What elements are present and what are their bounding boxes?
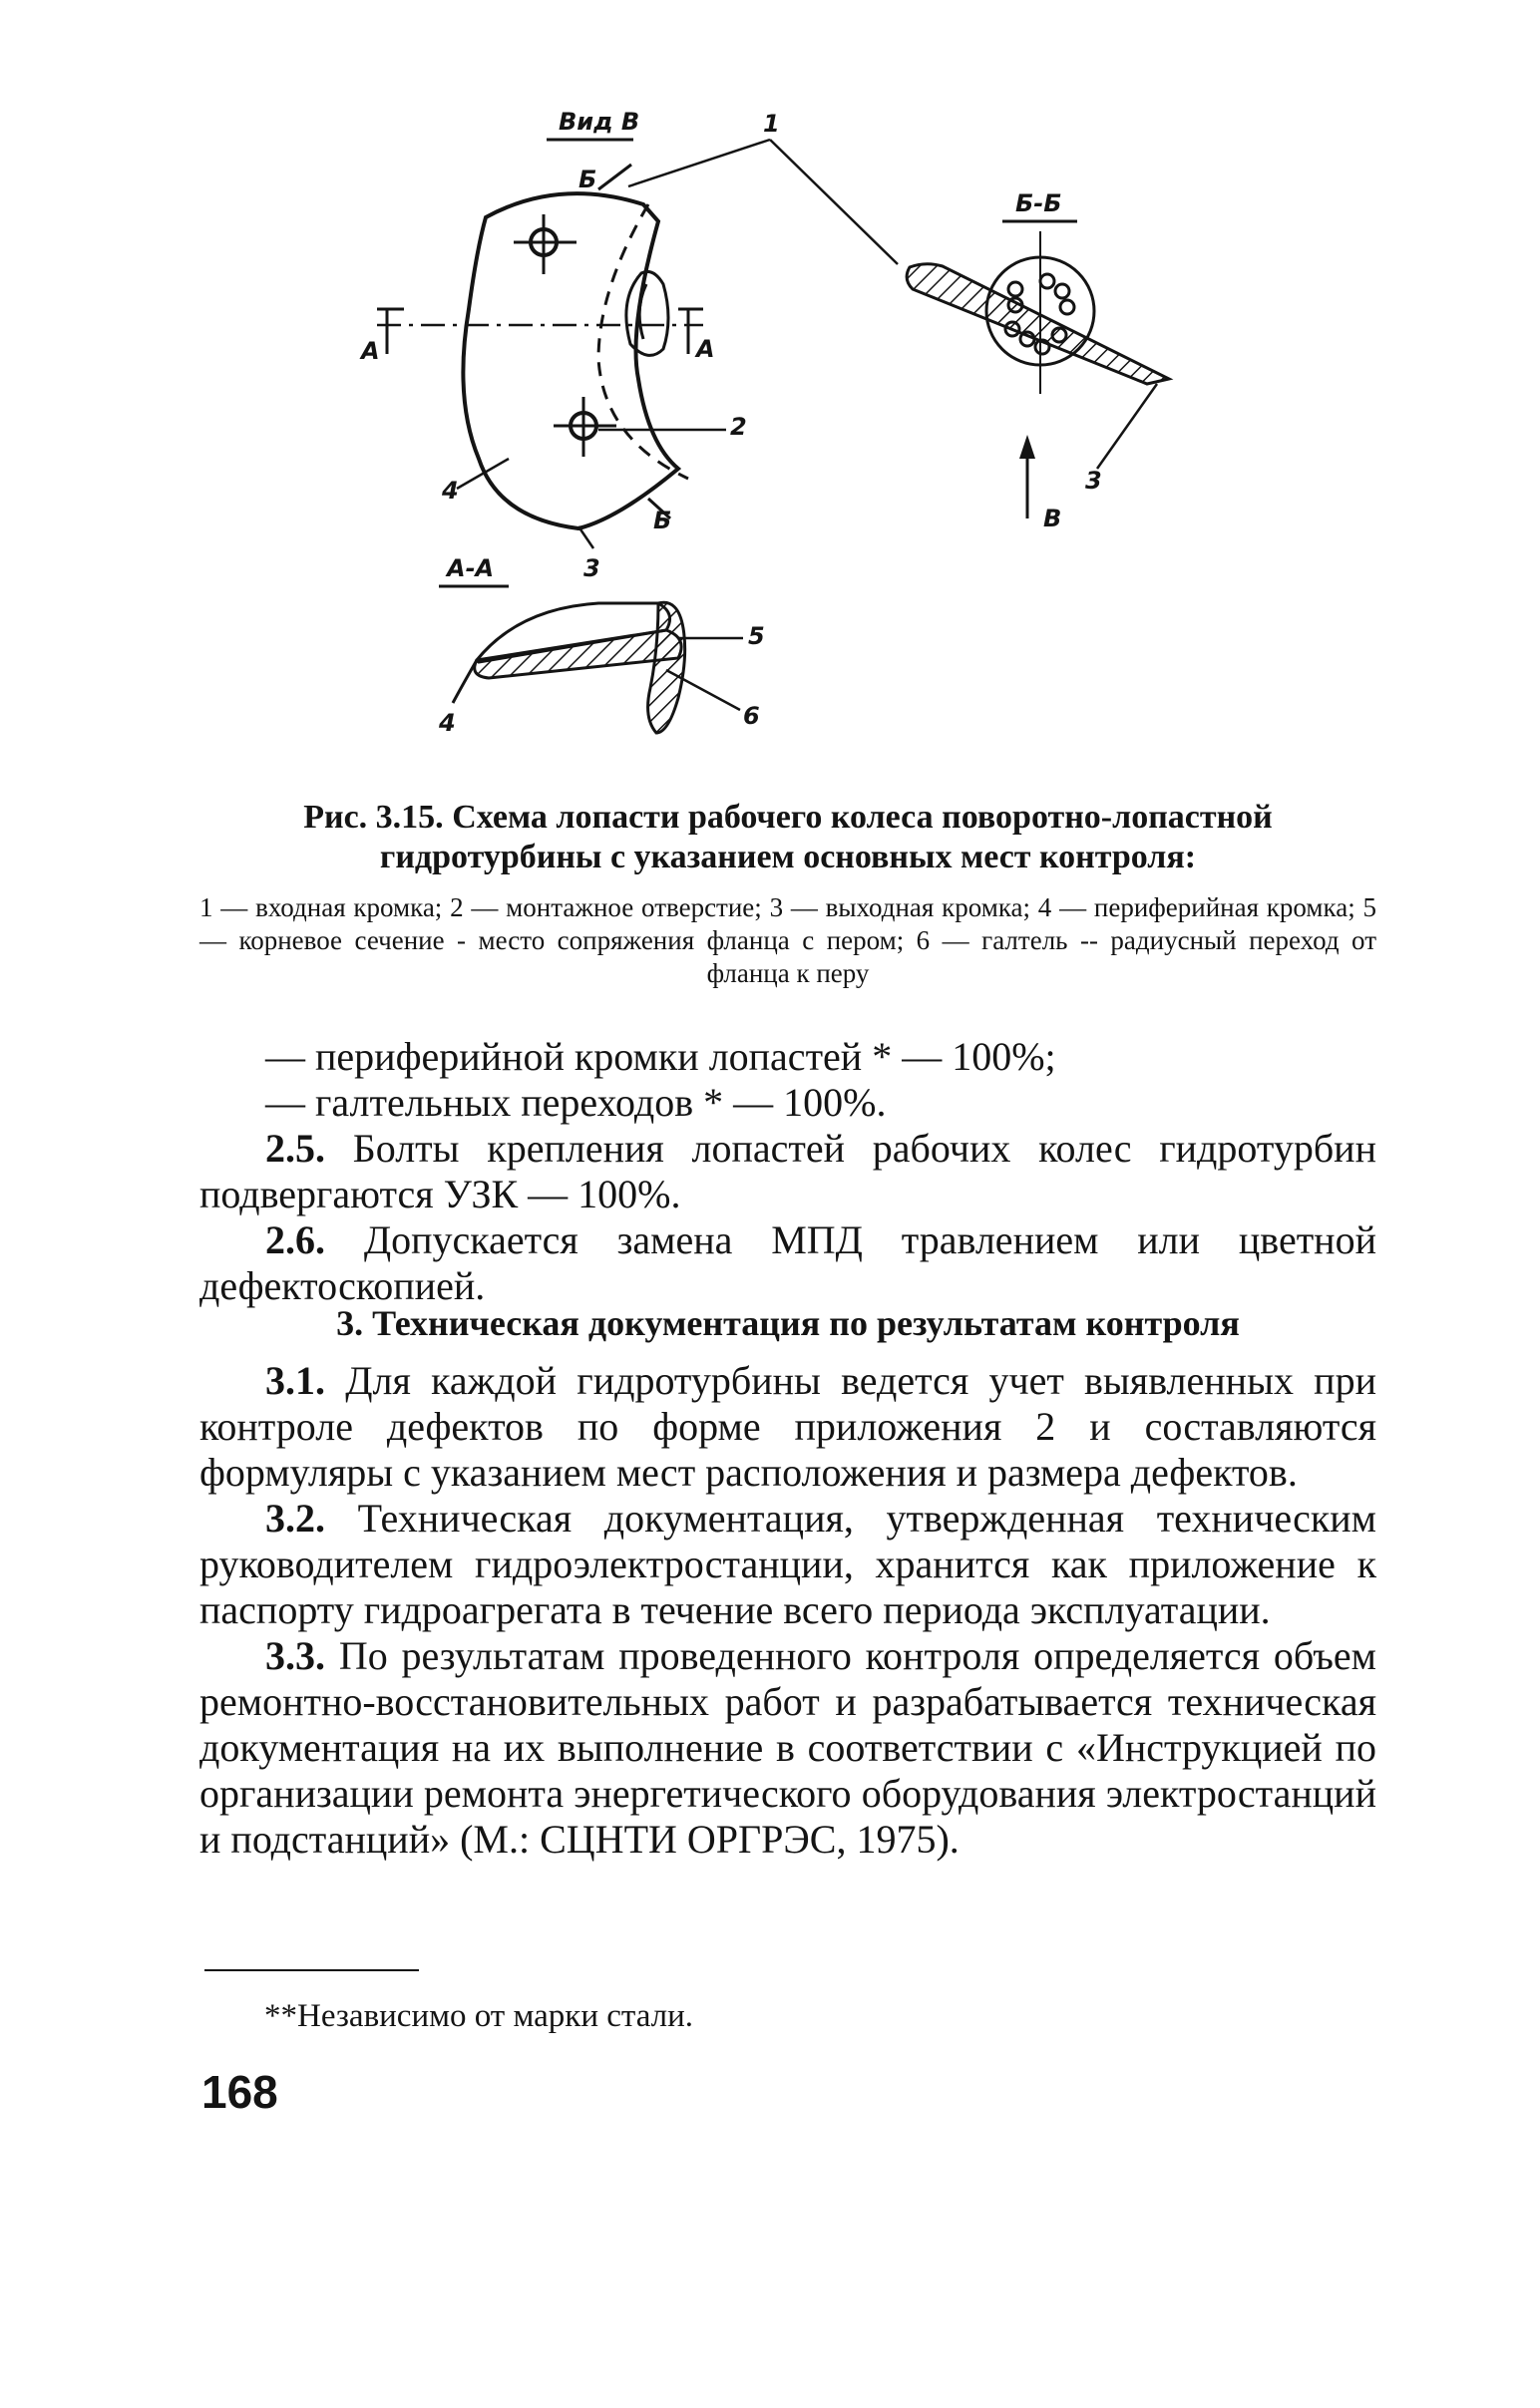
label-b-top: Б [578,166,597,193]
section-aa-title: А-А [447,554,495,582]
label-b-bottom: Б [653,507,672,534]
paragraph-3-2-text: Техническая документация, утвержденная техническим руководителем гидроэлектростанции, хранится как приложение к паспорту гидроагрегата в течение всего периода эксплуатации. [199,1496,1376,1632]
label-5: 5 [748,622,765,650]
list-item-peripheral-edge: — периферийной кромки лопастей * — 100%; [265,1034,1056,1079]
paragraph-3-1 [199,1358,1376,1496]
label-3-right: 3 [1085,467,1102,495]
label-a-left: А [361,337,380,365]
section-bb-title: Б-Б [1015,189,1062,217]
label-2: 2 [730,413,747,441]
paragraph-2-6 [199,1217,1376,1309]
footnote: **Независимо от марки стали. [264,1998,694,2034]
page-number: 168 [201,2066,278,2118]
section-3-body [199,1358,1376,1863]
label-6: 6 [743,702,760,730]
view-b-title: Вид В [559,108,640,136]
paragraph-3-3 [199,1633,1376,1863]
list-item-fillet-transitions: — галтельных переходов * — 100%. [265,1080,887,1125]
control-list [199,1034,1376,1309]
caption-number: Рис. 3.15. [303,799,444,836]
figure-caption [199,798,1376,990]
label-1: 1 [763,110,780,138]
paragraph-2-5 [199,1126,1376,1217]
paragraph-3-1-number: 3.1. [265,1358,325,1403]
paragraph-3-3-number: 3.3. [265,1633,325,1678]
paragraph-2-5-number: 2.5. [265,1126,325,1171]
paragraph-2-6-number: 2.6. [265,1217,325,1262]
paragraph-2-5-text: Болты крепления лопастей рабочих колес гидротурбин подвергаются УЗК — 100%. [199,1126,1376,1216]
section-bb-drawing [907,231,1169,394]
blade-diagram-figure [0,0,1540,788]
label-3-left: 3 [583,554,600,582]
caption-title [199,798,1376,877]
section-3-title: 3. Техническая документация по результатам контроля [336,1303,1240,1343]
section-aa-drawing [453,602,685,733]
paragraph-2-6-text: Допускается замена МПД травлением или цветной дефектоскопией. [199,1217,1376,1308]
label-a-right: А [696,335,715,363]
label-v-arrow: В [1043,505,1062,532]
label-4: 4 [442,477,459,505]
paragraph-3-3-text: По результатам проведенного контроля определяется объем ремонтно-восстановительных работ и разрабатывается техническая документация на их выполнение в соответствии с «Инструкцией по организации ремонта энергетического оборудования электростанций и подстанций» (М.: СЦНТИ ОРГРЭС, 1975). [199,1633,1376,1862]
caption-title-text: Схема лопасти рабочего колеса поворотно-лопастной гидротурбины с указанием основных мест контроля: [379,799,1273,875]
paragraph-3-1-text: Для каждой гидротурбины ведется учет выявленных при контроле дефектов по форме приложения 2 и составляются формуляры с указанием мест расположения и размера дефектов. [199,1358,1376,1495]
blade-view-b [463,193,688,528]
blade-diagram [0,0,1540,788]
footnote-divider [204,1969,419,1971]
caption-legend: 1 — входная кромка; 2 — монтажное отверстие; 3 — выходная кромка; 4 — периферийная кромка; 5 — корневое сечение - место сопряжения фланца с пером; 6 — галтель -- радиусный переход от фланца к перу [199,892,1376,988]
label-4-section: 4 [439,709,456,737]
paragraph-3-2-number: 3.2. [265,1496,325,1541]
paragraph-3-2 [199,1496,1376,1633]
